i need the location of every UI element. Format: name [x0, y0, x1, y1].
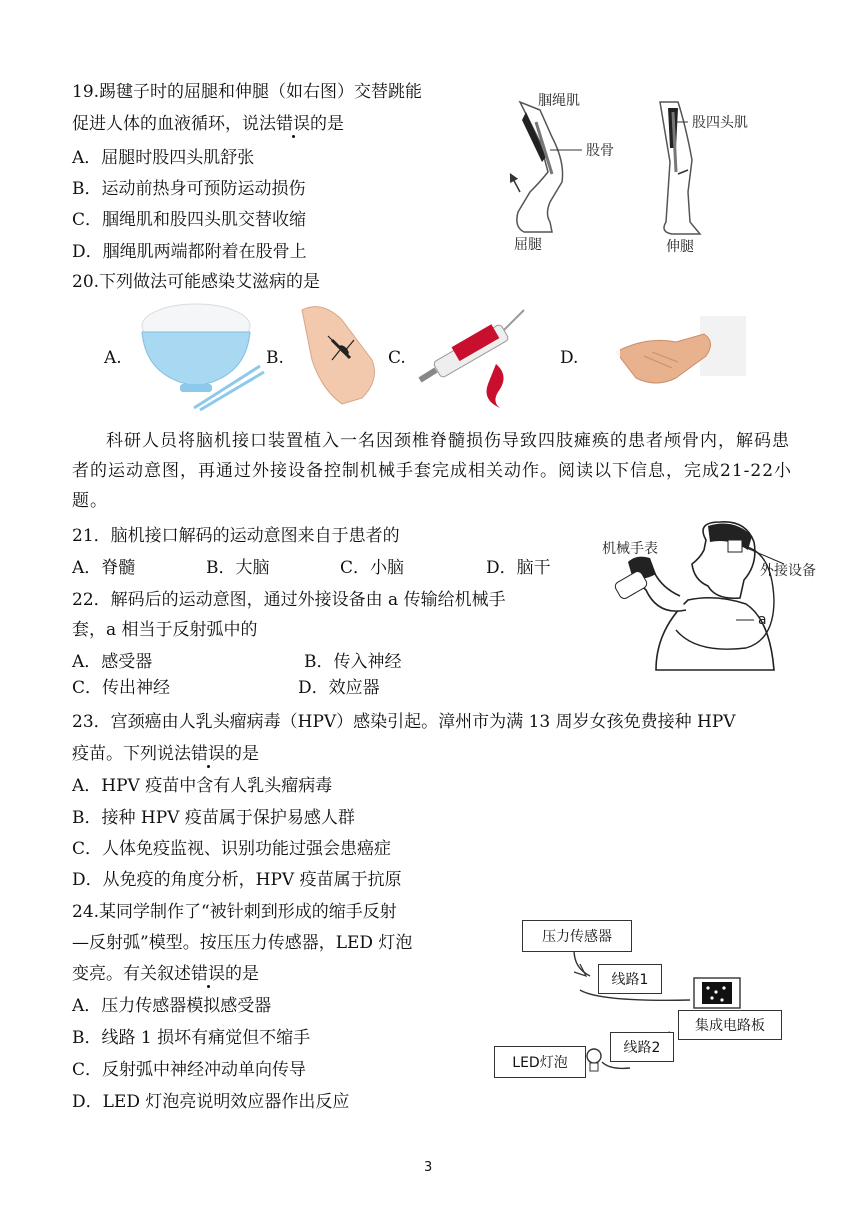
q22-stem-line2: 套，a 相当于反射弧中的 — [72, 620, 258, 640]
mosquito-on-hand-image — [292, 300, 382, 408]
page-number: 3 — [424, 1160, 433, 1175]
caption-extend-leg: 伸腿 — [666, 239, 694, 255]
rice-bowl-image — [136, 296, 266, 412]
q22-stem-line1: 22．解码后的运动意图，通过外接设备由 a 传输给机械手 — [72, 590, 506, 610]
q23-stem-line2: 疫苗。下列说法错误的是 — [72, 744, 259, 764]
q23-option-d: D．从免疫的角度分析，HPV 疫苗属于抗原 — [72, 870, 402, 890]
emphasis-word: 错误 — [276, 114, 310, 134]
q24-stem-line3: 变亮。有关叙述错误的是 — [72, 964, 259, 984]
q20-stem: 20.下列做法可能感染艾滋病的是 — [72, 272, 321, 292]
circuit-board-box: 集成电路板 — [678, 1010, 782, 1040]
q22-option-b: B．传入神经 — [304, 652, 402, 672]
q20-option-b: B. — [266, 348, 284, 368]
leg-muscle-figure — [490, 82, 790, 262]
q23-stem-line1: 23．宫颈癌由人乳头瘤病毒（HPV）感染引起。漳州市为满 13 周岁女孩免费接种 HPV — [72, 712, 736, 732]
q23-option-b: B．接种 HPV 疫苗属于保护易感人群 — [72, 808, 355, 828]
handshake-image — [596, 312, 746, 402]
q24-stem-line1: 24.某同学制作了“被针刺到形成的缩手反射 — [72, 902, 397, 922]
caption-bend-leg: 屈腿 — [514, 237, 542, 253]
q21-option-d: D．脑干 — [486, 558, 551, 578]
q24-option-a: A．压力传感器模拟感受器 — [72, 996, 272, 1016]
q21-option-b: B．大脑 — [206, 558, 270, 578]
q21-stem: 21．脑机接口解码的运动意图来自于患者的 — [72, 526, 400, 546]
q24-option-b: B．线路 1 损坏有痛觉但不缩手 — [72, 1028, 311, 1048]
q20-option-a: A. — [104, 348, 122, 368]
label-external-device: 外接设备 — [760, 563, 816, 579]
label-a: a — [758, 612, 767, 628]
syringe-image — [412, 304, 530, 408]
line1-box: 线路1 — [598, 964, 662, 994]
line2-box: 线路2 — [610, 1032, 674, 1062]
label-quadriceps: 股四头肌 — [692, 115, 748, 131]
q19-stem-line2: 促进人体的血液循环，说法错误的是 — [72, 114, 344, 134]
q23-option-a: A．HPV 疫苗中含有人乳头瘤病毒 — [72, 776, 333, 796]
q20-option-c: C. — [388, 348, 406, 368]
brain-interface-figure — [596, 520, 826, 676]
q19-option-b: B．运动前热身可预防运动损伤 — [72, 179, 306, 199]
q24-option-c: C．反射弧中神经冲动单向传导 — [72, 1060, 307, 1080]
emphasis-word: 错误 — [191, 964, 225, 984]
led-bulb-box: LED灯泡 — [494, 1046, 586, 1078]
q19-option-c: C．腘绳肌和股四头肌交替收缩 — [72, 210, 307, 230]
q20-option-d: D. — [560, 348, 579, 368]
q21-option-c: C．小脑 — [340, 558, 405, 578]
q19-option-d: D．腘绳肌两端都附着在股骨上 — [72, 242, 307, 262]
q21-option-a: A．脊髓 — [72, 558, 136, 578]
label-femur: 股骨 — [586, 143, 614, 159]
label-glove: 机械手表 — [602, 541, 658, 557]
q22-option-d: D．效应器 — [298, 678, 380, 698]
reading-passage: 科研人员将脑机接口装置植入一名因颈椎脊髓损伤导致四肢瘫痪的患者颅骨内，解码患者的运动意图，再通过外接设备控制机械手套完成相关动作。阅读以下信息，完成21-22小题。 — [72, 431, 793, 511]
reflex-arc-model-figure — [490, 912, 790, 1088]
emphasis-word: 错误 — [191, 744, 225, 764]
q24-stem-line2: —反射弧”模型。按压压力传感器，LED 灯泡 — [72, 933, 413, 953]
q23-option-c: C．人体免疫监视、识别功能过强会患癌症 — [72, 839, 392, 859]
pressure-sensor-box: 压力传感器 — [522, 920, 632, 952]
q22-option-a: A．感受器 — [72, 652, 153, 672]
q19-stem-line1: 19.踢毽子时的屈腿和伸腿（如右图）交替跳能 — [72, 82, 423, 102]
q22-option-c: C．传出神经 — [72, 678, 171, 698]
q24-option-d: D．LED 灯泡亮说明效应器作出反应 — [72, 1092, 350, 1112]
label-hamstring: 腘绳肌 — [538, 93, 580, 109]
q19-option-a: A．屈腿时股四头肌舒张 — [72, 148, 255, 168]
